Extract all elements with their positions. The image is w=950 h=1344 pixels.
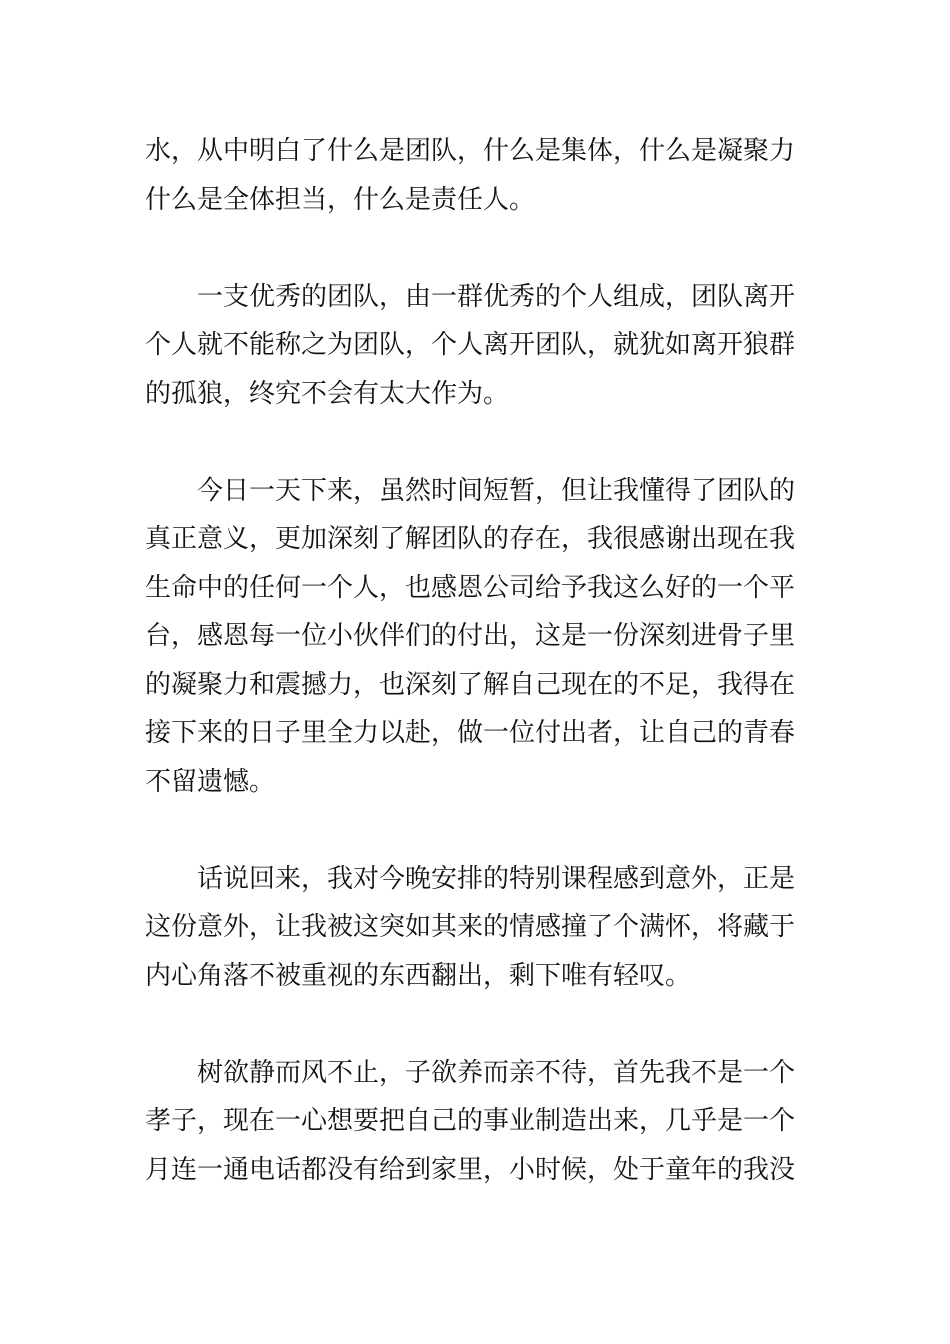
- text-line: 今日一天下来，虽然时间短暂，但让我懂得了团队的: [197, 475, 796, 506]
- text-line: 话说回来，我对今晚安排的特别课程感到意外，正是: [197, 863, 796, 894]
- document-body: [145, 127, 810, 1243]
- text-line: 的凝聚力和震撼力，也深刻了解自己现在的不足，我得在: [145, 669, 796, 700]
- text-line: 什么是全体担当，什么是责任人。: [145, 184, 536, 215]
- text-line: 不留遗憾。: [145, 766, 276, 797]
- text-line: 生命中的任何一个人，也感恩公司给予我这么好的一个平: [145, 572, 796, 603]
- text-line: 接下来的日子里全力以赴，做一位付出者，让自己的青春: [145, 718, 796, 748]
- text-line: 水，从中明白了什么是团队，什么是集体，什么是凝聚力: [145, 136, 796, 166]
- text-line: 真正意义，更加深刻了解团队的存在，我很感谢出现在我: [145, 524, 796, 554]
- text-line: 个人就不能称之为团队，个人离开团队，就犹如离开狼群: [145, 330, 796, 360]
- paragraph-3: [145, 467, 810, 807]
- text-line: 这份意外，让我被这突如其来的情感撞了个满怀，将藏于: [145, 912, 796, 942]
- text-line: 一支优秀的团队，由一群优秀的个人组成，团队离开: [197, 281, 796, 312]
- text-line: 台，感恩每一位小伙伴们的付出，这是一份深刻进骨子里: [145, 621, 796, 651]
- paragraph-5: [145, 1049, 810, 1195]
- text-line: 月连一通电话都没有给到家里，小时候，处于童年的我没: [145, 1154, 796, 1185]
- paragraph-2: [145, 273, 810, 419]
- paragraph-1: [145, 127, 810, 224]
- text-line: 内心角落不被重视的东西翻出，剩下唯有轻叹。: [145, 960, 692, 991]
- text-line: 树欲静而风不止，子欲养而亲不待，首先我不是一个: [197, 1057, 796, 1088]
- text-line: 孝子，现在一心想要把自己的事业制造出来，几乎是一个: [145, 1106, 796, 1136]
- text-line: 的孤狼，终究不会有太大作为。: [145, 378, 510, 409]
- paragraph-4: [145, 855, 810, 1001]
